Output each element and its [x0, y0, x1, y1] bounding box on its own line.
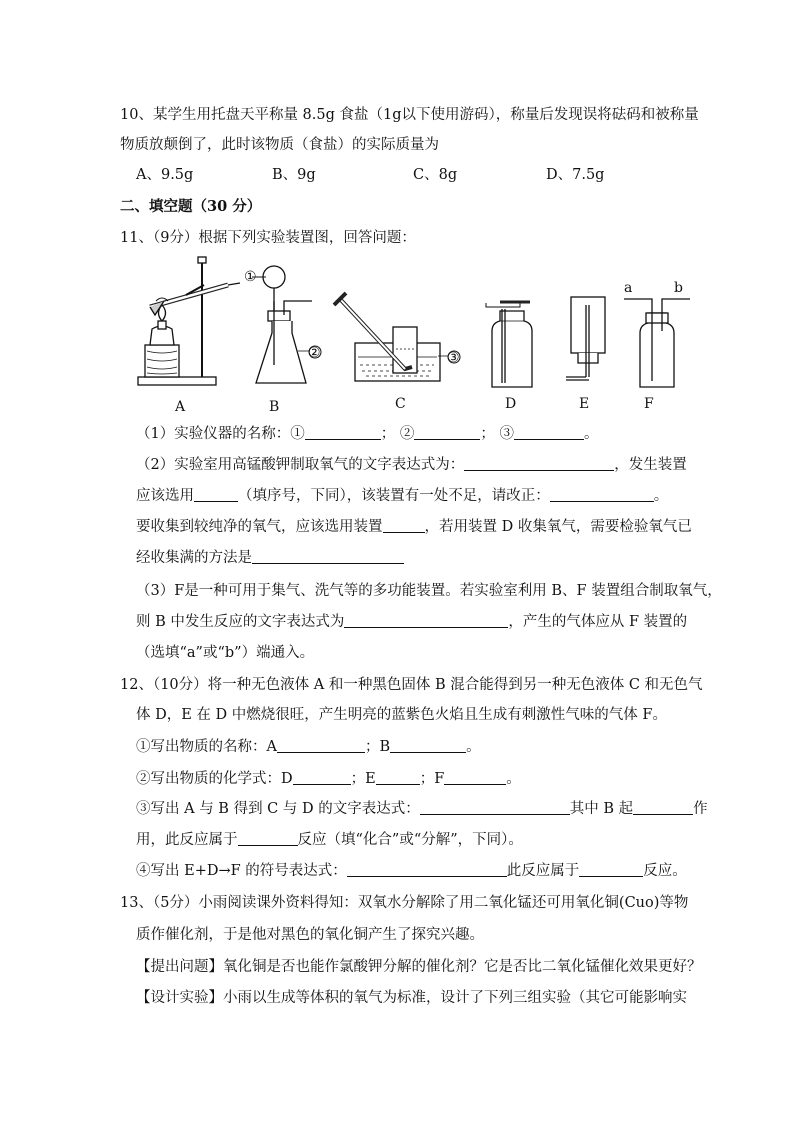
apparatus-e — [566, 297, 605, 380]
apparatus-c — [334, 293, 460, 381]
q11-part3-line1: （3）F是一种可用于集气、洗气等的多功能装置。若实验室利用 B、F 装置组合制取氧气， — [136, 583, 722, 599]
label-b: B — [269, 399, 280, 415]
q11-part2-line2: 应该选用 （填序号，下同），该装置有一处不足，请改正： 。 — [136, 488, 669, 504]
apparatus-figure — [0, 255, 794, 415]
q10-option-a: A、9.5g — [136, 167, 194, 183]
q10-option-b: B、9g — [272, 167, 316, 183]
q10-option-d: D、7.5g — [546, 167, 605, 183]
answer-blank[interactable] — [344, 613, 508, 628]
answer-blank[interactable] — [420, 800, 570, 815]
apparatus-f — [624, 299, 690, 387]
q12-sub1: ①写出物质的名称：A ；B 。 — [136, 739, 481, 755]
answer-blank[interactable] — [383, 518, 425, 533]
port-a-label: a — [624, 280, 633, 296]
q13-line2: 质作催化剂，于是他对黑色的氧化铜产生了探究兴趣。 — [136, 927, 484, 943]
answer-blank[interactable] — [376, 770, 420, 785]
answer-blank[interactable] — [390, 738, 466, 753]
q11-part1: （1）实验仪器的名称：① ； ② ； ③ 。 — [136, 426, 599, 442]
answer-blank[interactable] — [347, 862, 507, 877]
answer-blank[interactable] — [293, 770, 351, 785]
apparatus-a — [138, 257, 240, 385]
q13-line3: 【提出问题】氧化铜是否也能作氯酸钾分解的催化剂？它是否比二氧化锰催化效果更好？ — [136, 959, 702, 975]
label-c: C — [395, 396, 406, 412]
q12-line1: 12、（10分）将一种无色液体 A 和一种黑色固体 B 混合能得到另一种无色液体 C 和无色气 — [120, 677, 703, 693]
q10-line1: 10、某学生用托盘天平称量 8.5g 食盐（1g以下使用游码），称量后发现误将砝码和被称量 — [120, 107, 699, 123]
q12-sub3-line2: 用，此反应属于 反应（填“化合”或“分解”，下同）。 — [136, 832, 523, 848]
q12-sub4: ④写出 E+D→F 的符号表达式： 此反应属于 反应。 — [136, 863, 687, 879]
answer-blank[interactable] — [550, 487, 654, 502]
answer-blank[interactable] — [305, 425, 381, 440]
label-f: F — [644, 396, 654, 412]
label-e: E — [579, 396, 590, 412]
answer-blank[interactable] — [414, 425, 480, 440]
answer-blank[interactable] — [277, 738, 365, 753]
apparatus-b — [252, 266, 321, 383]
q11-part3-line3: （选填“a”或“b”）端通入。 — [136, 645, 315, 661]
marker-2: ② — [308, 345, 321, 361]
marker-1: ① — [244, 269, 257, 285]
q11-intro: 11、（9分）根据下列实验装置图，回答问题： — [120, 230, 416, 246]
q12-sub3-line1: ③写出 A 与 B 得到 C 与 D 的文字表达式： 其中 B 起 作 — [136, 801, 708, 817]
label-a: A — [175, 399, 186, 415]
answer-blank[interactable] — [238, 831, 298, 846]
answer-blank[interactable] — [514, 425, 584, 440]
port-b-label: b — [674, 280, 683, 296]
q11-part3-line2: 则 B 中发生反应的文字表达式为 ，产生的气体应从 F 装置的 — [136, 614, 688, 630]
answer-blank[interactable] — [194, 487, 238, 502]
label-d: D — [505, 396, 517, 412]
marker-3: ③ — [447, 350, 460, 366]
apparatus-d — [486, 302, 532, 387]
q11-part2-line1: （2）实验室用高锰酸钾制取氧气的文字表达式为： ，发生装置 — [136, 457, 687, 473]
q11-part2-line4: 经收集满的方法是 — [136, 549, 404, 567]
q11-part2-line3: 要收集到较纯净的氧气，应该选用装置 ，若用装置 D 收集氧气，需要检验氧气已 — [136, 519, 692, 535]
answer-blank[interactable] — [633, 800, 693, 815]
q13-line4: 【设计实验】小雨以生成等体积的氧气为标准，设计了下列三组实验（其它可能影响实 — [136, 990, 687, 1006]
q10-line2: 物质放颠倒了，此时该物质（食盐）的实际质量为 — [120, 137, 439, 153]
answer-blank[interactable] — [252, 549, 404, 564]
q12-sub2: ②写出物质的化学式：D ；E ；F 。 — [136, 771, 521, 787]
section-title: 二、填空题（30 分） — [120, 198, 262, 215]
q13-line1: 13、（5分）小雨阅读课外资料得知：双氧水分解除了用二氧化锰还可用氧化铜(Cuo)等物 — [120, 895, 689, 911]
answer-blank[interactable] — [444, 770, 506, 785]
answer-blank[interactable] — [464, 456, 614, 471]
answer-blank[interactable] — [579, 862, 643, 877]
q12-line2: 体 D，E 在 D 中燃烧很旺，产生明亮的蓝紫色火焰且生成有刺激性气味的气体 F。 — [136, 707, 667, 723]
q10-option-c: C、8g — [413, 167, 458, 183]
